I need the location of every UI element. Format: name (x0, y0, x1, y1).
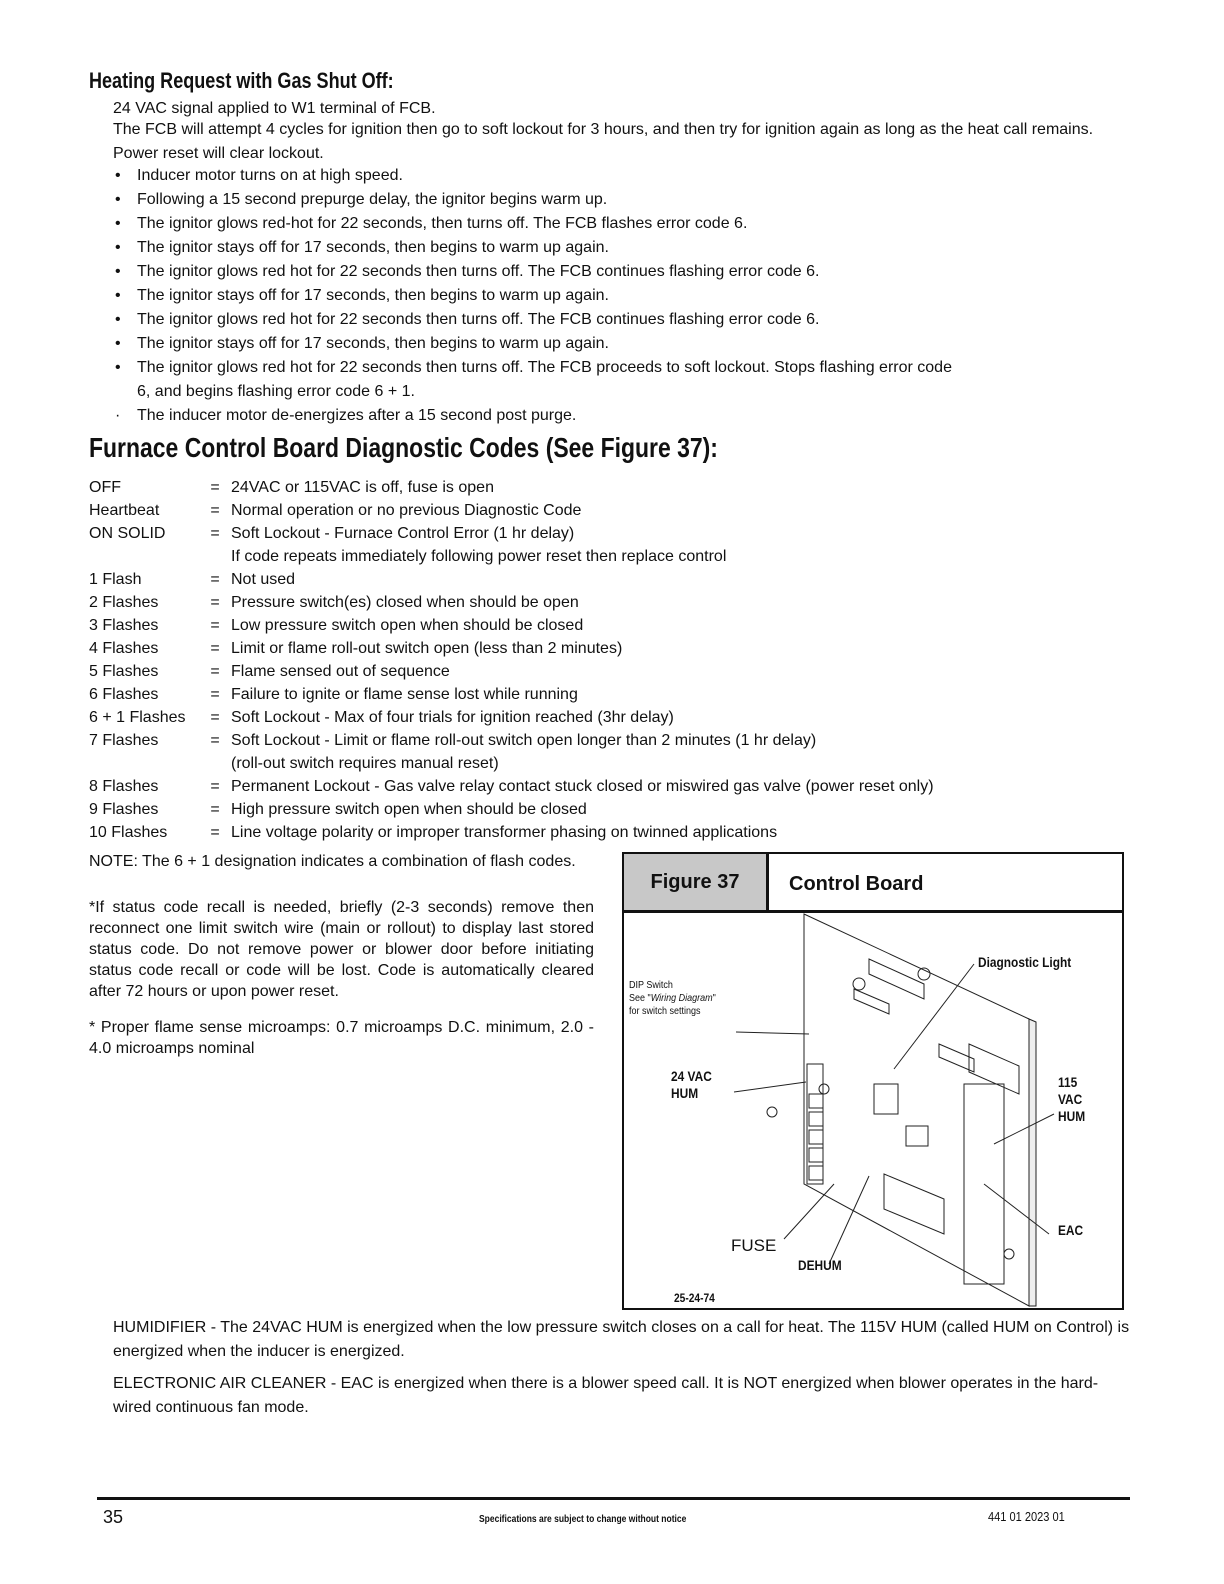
code-name: 6 Flashes (89, 686, 159, 703)
diagnostic-codes-table (89, 476, 934, 844)
code-description: Soft Lockout - Max of four trials for ignition reached (3hr delay) (231, 709, 674, 726)
code-row (89, 660, 934, 683)
section-heading-gas-shut-off: Heating Request with Gas Shut Off: (89, 68, 394, 93)
list-item: • The ignitor glows red hot for 22 seconds then turns off. The FCB continues flashing error code 6. (115, 263, 820, 280)
equals-sign: = (210, 824, 220, 841)
code-name: 8 Flashes (89, 778, 159, 795)
figure-control-board (622, 852, 1124, 1310)
eac-paragraph: ELECTRONIC AIR CLEANER - EAC is energized when there is a blower speed call. It is NOT energized when blower operates in the hard-wired continuous fan mode. (113, 1375, 1099, 1416)
footer-divider (97, 1497, 1130, 1500)
code-name: 5 Flashes (89, 663, 159, 680)
sequence-list (113, 164, 967, 428)
equals-sign: = (210, 640, 220, 657)
code-row (89, 568, 934, 591)
list-item: • Following a 15 second prepurge delay, the ignitor begins warm up. (115, 191, 608, 208)
code-description: Soft Lockout - Furnace Control Error (1 hr delay) If code repeats immediately following power reset then replace control (231, 522, 934, 568)
equals-sign: = (210, 594, 220, 611)
note-flame-sense: * Proper flame sense microamps: 0.7 microamps D.C. minimum, 2.0 - 4.0 microamps nominal (89, 1019, 594, 1057)
code-description: 24VAC or 115VAC is off, fuse is open (231, 479, 494, 496)
equals-sign: = (210, 525, 220, 542)
code-name: OFF (89, 479, 121, 496)
equals-sign: = (210, 479, 220, 496)
dip-switch-label: DIP Switch See "Wiring Diagram" for switch settings (629, 980, 716, 1017)
code-row (89, 614, 934, 637)
code-name: 1 Flash (89, 571, 142, 588)
list-item: • The ignitor stays off for 17 seconds, then begins to warm up again. (115, 335, 609, 352)
equals-sign: = (210, 709, 220, 726)
code-row (89, 683, 934, 706)
intro-line: 24 VAC signal applied to W1 terminal of FCB. (113, 100, 436, 117)
code-description: Normal operation or no previous Diagnostic Code (231, 502, 582, 519)
equals-sign: = (210, 502, 220, 519)
code-description: Soft Lockout - Limit or flame roll-out switch open longer than 2 minutes (1 hr delay) (roll-out switch requires manual reset) (231, 729, 934, 775)
hum-24vac-label: 24 VAC HUM (671, 1068, 712, 1101)
code-description-cont: (roll-out switch requires manual reset) (231, 755, 499, 772)
code-name: 7 Flashes (89, 732, 159, 749)
code-name: 2 Flashes (89, 594, 159, 611)
equals-sign: = (210, 801, 220, 818)
list-item: · The inducer motor de-energizes after a 15 second post purge. (115, 407, 577, 424)
equals-sign: = (210, 571, 220, 588)
equals-sign: = (210, 617, 220, 634)
code-description: Line voltage polarity or improper transformer phasing on twinned applications (231, 824, 778, 841)
list-item: • The ignitor glows red-hot for 22 seconds, then turns off. The FCB flashes error code 6. (115, 215, 748, 232)
code-description: Low pressure switch open when should be closed (231, 617, 584, 634)
hum-115vac-label: 115 VAC HUM (1058, 1074, 1086, 1124)
list-item: • The ignitor glows red hot for 22 seconds then turns off. The FCB proceeds to soft lockout. Stops flashing error code 6, and begins flashing error code 6 + 1. (115, 359, 952, 400)
code-name: 10 Flashes (89, 824, 168, 841)
code-description: Flame sensed out of sequence (231, 663, 450, 680)
code-name: 3 Flashes (89, 617, 159, 634)
code-row (89, 729, 934, 775)
code-description: Failure to ignite or flame sense lost while running (231, 686, 578, 703)
list-item: • The ignitor stays off for 17 seconds, then begins to warm up again. (115, 239, 609, 256)
code-name: 4 Flashes (89, 640, 159, 657)
code-row (89, 591, 934, 614)
equals-sign: = (210, 778, 220, 795)
code-row (89, 706, 934, 729)
eac-label: EAC (1058, 1222, 1084, 1238)
equals-sign: = (210, 663, 220, 680)
code-name: Heartbeat (89, 502, 160, 519)
footer-disclaimer: Specifications are subject to change without notice (479, 1514, 687, 1525)
code-row (89, 522, 934, 568)
list-item: • Inducer motor turns on at high speed. (115, 167, 403, 184)
figure-reference-number: 25-24-74 (674, 1291, 715, 1305)
equals-sign: = (210, 686, 220, 703)
page-number: 35 (103, 1507, 124, 1527)
code-row (89, 637, 934, 660)
code-row (89, 499, 934, 522)
code-row (89, 476, 934, 499)
code-description: High pressure switch open when should be closed (231, 801, 587, 818)
code-row (89, 821, 934, 844)
fuse-label: FUSE (731, 1236, 777, 1255)
document-number: 441 01 2023 01 (988, 1509, 1065, 1524)
code-description: Limit or flame roll-out switch open (less than 2 minutes) (231, 640, 623, 657)
note-flash-combination: NOTE: The 6 + 1 designation indicates a combination of flash codes. (89, 853, 576, 870)
section-heading-diagnostic-codes: Furnace Control Board Diagnostic Codes (See Figure 37): (89, 432, 718, 463)
code-description-cont: If code repeats immediately following power reset then replace control (231, 548, 727, 565)
list-item: • The ignitor glows red hot for 22 seconds then turns off. The FCB continues flashing error code 6. (115, 311, 820, 328)
code-name: ON SOLID (89, 525, 166, 542)
code-name: 6 + 1 Flashes (89, 709, 186, 726)
diagnostic-light-label: Diagnostic Light (978, 954, 1072, 970)
code-description: Not used (231, 571, 296, 588)
figure-title: Control Board (789, 873, 924, 895)
code-row (89, 798, 934, 821)
humidifier-paragraph: HUMIDIFIER - The 24VAC HUM is energized when the low pressure switch closes on a call for heat. The 115V HUM (called HUM on Control) is energized when the inducer is energized. (113, 1319, 1130, 1360)
intro-paragraph: The FCB will attempt 4 cycles for ignition then go to soft lockout for 3 hours, and then try for ignition again as long as the heat call remains. Power reset will clear lockout. (113, 121, 1094, 162)
code-description: Pressure switch(es) closed when should be open (231, 594, 579, 611)
note-status-recall: *If status code recall is needed, briefly (2-3 seconds) remove then reconnect one limit switch wire (main or rollout) to display last stored status code. Do not remove power or blower door before initiating status code recall or code will be lost. Code is automatically cleared after 72 hours or upon power reset. (89, 899, 594, 1000)
code-description: Permanent Lockout - Gas valve relay contact stuck closed or miswired gas valve (power reset only) (231, 778, 934, 795)
equals-sign: = (210, 732, 220, 749)
dehum-label: DEHUM (798, 1257, 842, 1273)
code-row (89, 775, 934, 798)
figure-number: Figure 37 (624, 854, 769, 910)
code-name: 9 Flashes (89, 801, 159, 818)
list-item: • The ignitor stays off for 17 seconds, then begins to warm up again. (115, 287, 609, 304)
